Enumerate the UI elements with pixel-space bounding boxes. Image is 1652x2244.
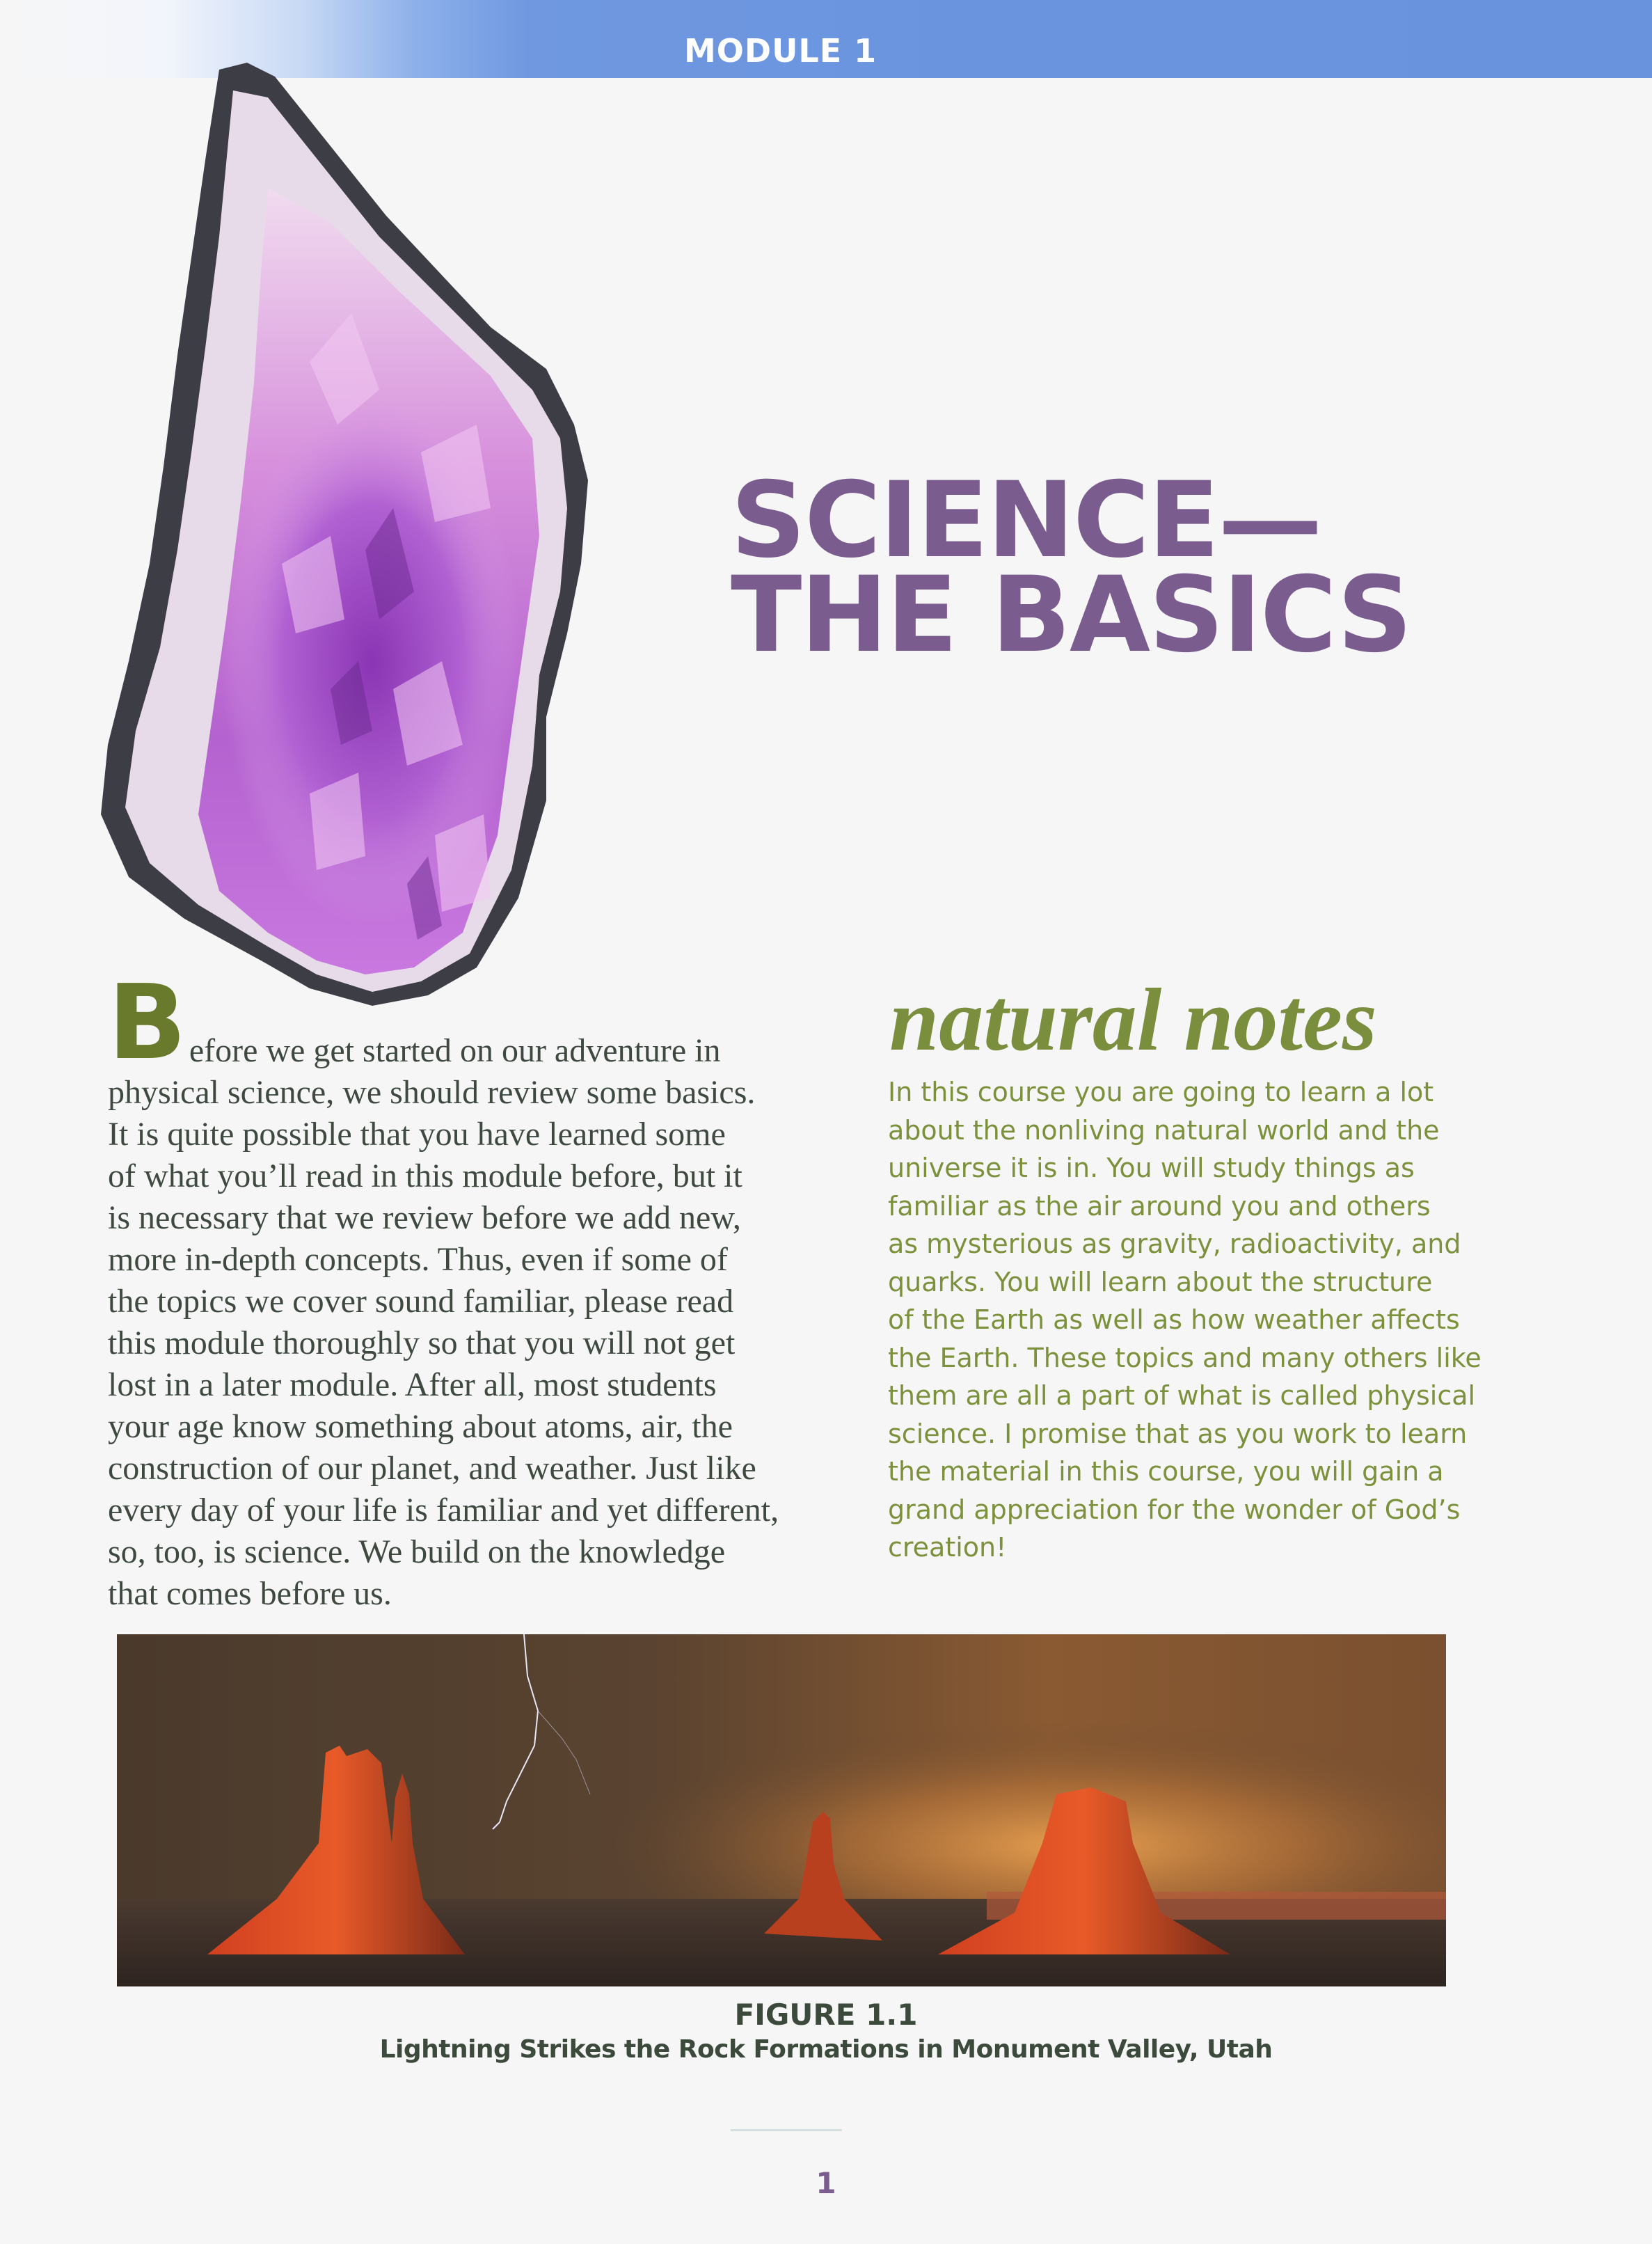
title-line-1: SCIENCE— [731, 460, 1321, 581]
intro-paragraph [108, 963, 866, 1615]
natural-notes-text [888, 1073, 1482, 1567]
figure-caption: Lightning Strikes the Rock Formations in Monument Valley, Utah [379, 2035, 1273, 2064]
footer-divider [731, 2129, 842, 2131]
body-line: lost in a later module. After all, most students [108, 1366, 717, 1403]
notes-line: In this course you are going to learn a lot [888, 1077, 1434, 1107]
natural-notes-heading: natural notes [889, 970, 1377, 1069]
notes-line: quarks. You will learn about the structure [888, 1266, 1433, 1297]
body-line: so, too, is science. We build on the knowledge [108, 1533, 726, 1570]
body-line: construction of our planet, and weather. Just like [108, 1450, 756, 1487]
notes-line: about the nonliving natural world and the [888, 1114, 1440, 1146]
notes-line: grand appreciation for the wonder of God’s [888, 1494, 1461, 1525]
body-line: more in-depth concepts. Thus, even if some of [108, 1241, 728, 1278]
page-number: 1 [816, 2166, 836, 2200]
notes-line: creation! [888, 1532, 1007, 1563]
body-line: efore we get started on our adventure in [189, 1032, 721, 1069]
body-line: of what you’ll read in this module before, but it [108, 1157, 742, 1194]
amethyst-geode-image [101, 63, 595, 1009]
drop-cap: B [108, 963, 186, 1082]
body-line: that comes before us. [108, 1575, 392, 1612]
module-label: MODULE 1 [684, 32, 877, 70]
body-line: this module thoroughly so that you will not get [108, 1325, 736, 1361]
figure-label: FIGURE 1.1 [734, 1998, 918, 2032]
notes-line: familiar as the air around you and others [888, 1190, 1431, 1222]
monument-valley-photo [117, 1634, 1446, 1986]
body-line: is necessary that we review before we add new, [108, 1199, 741, 1236]
notes-line: the material in this course, you will gain a [888, 1456, 1444, 1487]
page-title [731, 460, 1411, 676]
body-line: every day of your life is familiar and yet different, [108, 1492, 779, 1528]
body-line: your age know something about atoms, air, the [108, 1408, 733, 1445]
notes-line: the Earth. These topics and many others like [888, 1342, 1482, 1373]
notes-line: of the Earth as well as how weather affects [888, 1304, 1460, 1335]
notes-line: science. I promise that as you work to learn [888, 1418, 1468, 1449]
body-line: physical science, we should review some basics. [108, 1074, 756, 1111]
notes-line: as mysterious as gravity, radioactivity, and [888, 1228, 1461, 1259]
title-line-2: THE BASICS [731, 555, 1411, 676]
body-line: the topics we cover sound familiar, please read [108, 1283, 734, 1320]
notes-line: them are all a part of what is called physical [888, 1380, 1476, 1411]
body-line: It is quite possible that you have learned some [108, 1116, 726, 1153]
notes-line: universe it is in. You will study things as [888, 1153, 1415, 1183]
